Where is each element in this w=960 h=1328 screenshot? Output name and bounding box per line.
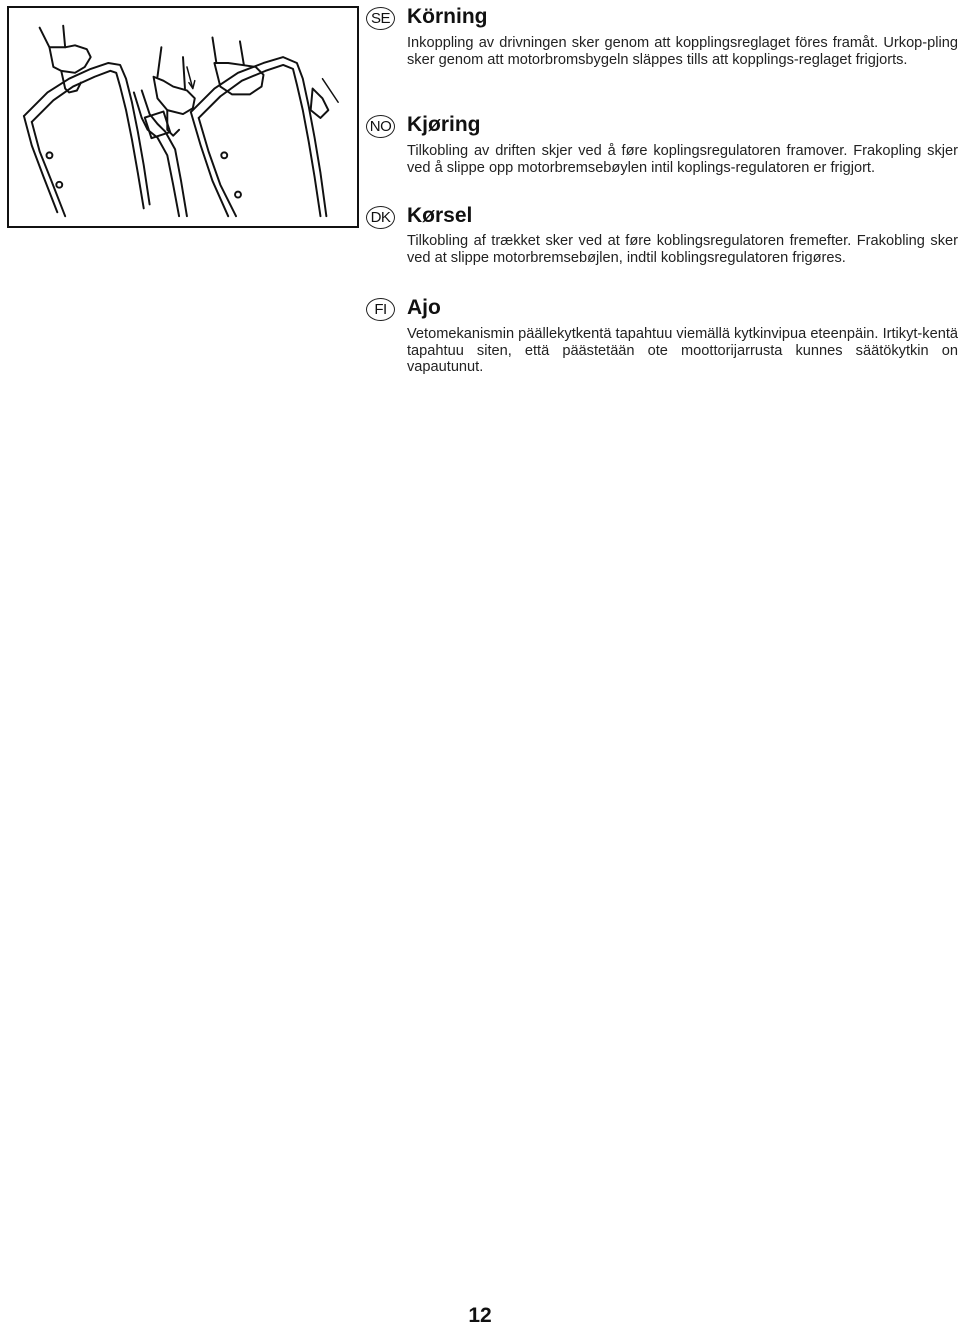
section-dk — [366, 204, 958, 304]
section-title-fi: Ajo — [407, 296, 441, 319]
section-se — [366, 5, 958, 105]
section-title-no: Kjøring — [407, 113, 481, 136]
section-title-se: Körning — [407, 5, 488, 28]
section-text-dk: Tilkobling af trækket sker ved at føre koblingsregulatoren fremefter. Frakobling sker ved at slippe motorbremsebøjlen, indtil koblingsregulatoren frigøres. — [407, 233, 958, 266]
section-text-fi: Vetomekanismin päällekytkentä tapahtuu viemällä kytkinvipua eteenpäin. Irtikyt-kentä tapahtuu siten, että päästetään ote moottorijarrusta kunnes säätökytkin on vapautunut. — [407, 326, 958, 376]
section-text-no: Tilkobling av driften skjer ved å føre koplingsregulatoren framover. Frakopling skjer ved å slippe opp motorbremsebøylen intil koplings-regulatoren er frigjort. — [407, 143, 958, 176]
page-number: 12 — [468, 1304, 492, 1327]
section-no — [366, 113, 958, 213]
section-fi — [366, 296, 958, 396]
language-badge-se: SE — [366, 7, 395, 30]
mower-handle-drawing — [9, 8, 357, 226]
language-badge-fi: FI — [366, 298, 395, 321]
handle-illustration — [7, 6, 359, 228]
language-badge-dk: DK — [366, 206, 395, 229]
section-title-dk: Kørsel — [407, 204, 473, 227]
language-badge-no: NO — [366, 115, 395, 138]
section-text-se: Inkoppling av drivningen sker genom att kopplingsreglaget föres framåt. Urkop-pling sker genom att motorbromsbygeln släppes tills att kopplings-reglaget frigjorts. — [407, 35, 958, 68]
